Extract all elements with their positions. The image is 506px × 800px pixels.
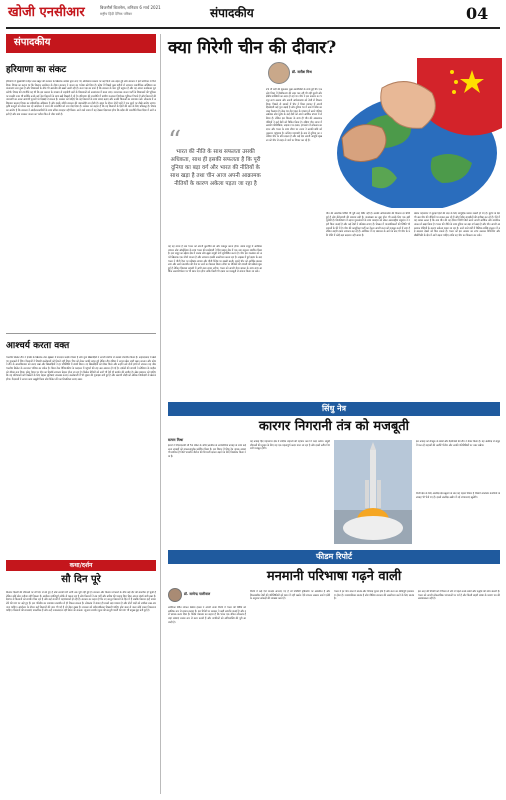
feed-column-2: रिपोर्ट में कई ऐसे मानदंड अपनाए गए हैं जो पश्चिमी दृष्टिकोण पर आधारित हैं और विकासशील देशों की परिस्थितियों को ध्यान में नहीं रखते। ऐसे संगठन अक्सर अपने एजेंडे के अनुसार आंकड़ों की व्याख्या करते हैं। <box>250 590 330 601</box>
sindhu-kicker: सिंधु नेत्र <box>321 404 347 413</box>
feature-illustration <box>322 58 502 208</box>
feed-column-4: इस तरह की रिपोर्टों को गंभीरता से लेने से पहले उनके स्रोतों और पद्धति की जांच जरूरी है। भारत को अपनी लोकतांत्रिक परंपराओं पर गर्व है और किसी बाहरी संस्था के प्रमाण पत्र की आवश्यकता नहीं है। <box>418 590 500 601</box>
masthead-date: बिजनौर्स बिजनेस, शनिवार 6 मार्च 2021 <box>100 5 161 10</box>
editorial-banner-label: संपादकीय <box>14 37 51 48</box>
sindhu-column-3: इस उपग्रह को बेंगलुरु के छात्रों और वैज्ञानिकों की टीम ने तैयार किया है। यह अंतरिक्ष से समुद्र में चल रहे जहाजों की तस्वीरें भेजेगा और उनकी गतिविधियों पर नजर रखेगा। <box>416 440 500 447</box>
feed-kicker-bar <box>168 550 500 564</box>
editorial-2-body: भारतीय क्रिकेट टीम ने इंग्लैंड के खिलाफ टेस्ट श्रृंखला में शानदार प्रदर्शन किया है और युवा खिलाड़ियों ने अपनी प्रतिभा से सबको प्रभावित किया है। अहमदाबाद में खेले गए मुकाबले में स्पिन गेंदबाजों ने विपक्षी बल्लेबाजों को टिकने नहीं दिया। पिच को लेकर काफी बहस हुई लेकिन टीम इंडिया ने अपना खेल जारी रखा। कप्तान और कोच ने टीम के आत्मविश्वास को बनाए रखा और खिलाड़ियों ने हर परिस्थिति में संघर्ष किया। नए खिलाड़ियों को मौका मिला और उन्होंने उसे दोनों हाथों से लपका। यह जीत भारतीय क्रिकेट के उज्ज्वल भविष्य का संकेत है। विश्व टेस्ट चैंपियनशिप के फाइनल में पहुंचने की राह अब आसान हो गई है। दर्शकों की वापसी ने स्टेडियम के माहौल को जीवंत बना दिया। घरेलू मैदान पर टीम का रिकॉर्ड लगातार बेहतर होता जा रहा है। क्रिकेट प्रेमियों को आगे भी ऐसे ही प्रदर्शन की उम्मीद है। खेल प्रशासन को चाहिए कि वह प्रतिभाओं को निखारने के लिए बेहतर सुविधाएं उपलब्ध कराए। बल्लेबाजी में भी सुधार की गुंजाइश बनी हुई है और सलामी जोड़ी को अधिक जिम्मेदारी से खेलना होगा। गेंदबाजों ने अपना काम बखूबी किया और विकेट लेने का सिलसिला बनाए रखा। <box>6 356 156 381</box>
masthead-rule <box>6 27 500 29</box>
feed-headline: मनमानी परिभाषा गढ़ने वाली <box>266 569 402 584</box>
feature-author-photo <box>268 62 290 84</box>
masthead-logo: खोजी एनसीआर <box>8 5 85 20</box>
feed-column-1: अमेरिका स्थित संगठन फ्रीडम हाउस ने अपनी ताजा रिपोर्ट में भारत की स्थिति को आंशिक रूप से स्वतंत्र बताया है। इस रिपोर्ट पर सरकार ने कड़ी आपत्ति जताई है और इसे भ्रामक करार दिया है। विदेश मंत्रालय का कहना है कि भारत एक जीवंत लोकतंत्र है जहां संस्थाएं स्वतंत्र रूप से काम करती हैं और नागरिकों को अभिव्यक्ति की पूरी आजादी है। <box>168 606 246 624</box>
feature-headline: क्या गिरेगी चीन की दीवार? <box>168 38 337 58</box>
rocket-launch-photo <box>334 440 412 544</box>
masthead <box>0 0 506 30</box>
feature-column-3: चीन की आंतरिक स्थिति भी पूरी तरह स्थिर नहीं है। उसकी अर्थव्यवस्था की विकास दर धीमी हुई है और बेरोजगारी की समस्या बढ़ी है। जनसंख्या का बूढ़ा होना भी उसके लिए एक बड़ी चुनौती है। शिनजियांग में उइगर मुसलमानों के साथ व्यवहार को लेकर अंतरराष्ट्रीय समुदाय ने गहरी चिंता जताई है और कई देशों ने प्रतिबंध लगाए हैं। तिब्बत में मानवाधिकारों की स्थिति भी सवालों के घेरे में है। चीन की कम्युनिस्ट पार्टी का नेतृत्व अपनी सत्ता को मजबूत करने में लगा है लेकिन बाहरी दबाव लगातार बढ़ रहे हैं। अमेरिका में नए प्रशासन के आने के बाद भी चीन के प्रति नीति में कोई बड़ा बदलाव नहीं आया है। <box>326 212 410 237</box>
editorial-3-kicker-label: कथा/दर्शन <box>69 562 93 569</box>
feature-author: डॉ. सतीश मिश्र <box>292 70 312 74</box>
feature-column-1: 21 वीं सदी की शुरुआत कुछ अंतर्विरोधों के साथ हुई थी। एक ओर विश्व में वैश्वीकरण की लहर चल रही थी वहीं दूसरी ओर क्षेत्रीय शक्तियों का उदय हो रहा था। चीन ने इस अवसर का भरपूर लाभ उठाया और अपनी अर्थव्यवस्था को तेजी से विस्तार दिया। पिछले दो दशकों में चीन ने विश्व व्यापार में अपनी हिस्सेदारी कई गुना बढ़ाई है और दुनिया भर में अपने निवेश का जाल फैलाया है। बेल्ट एंड रोड पहल के माध्यम से उसने एशिया अफ्रीका और यूरोप के कई देशों को अपने आर्थिक प्रभाव में ले लिया है। लेकिन इस विस्तार के साथ ही चीन की आक्रामक नीतियों ने कई देशों को चिंतित किया है। दक्षिण चीन सागर में उसकी गतिविधियां, ताइवान पर दबाव, हांगकांग में लोकतंत्र का दमन और भारत के साथ सीमा पर तनाव ने उसकी छवि को नुकसान पहुंचाया है। कोरोना महामारी के बाद से दुनिया का नजरिया चीन के प्रति बदला है और कई देश अपनी आपूर्ति श्रृंखला को चीन से बाहर ले जाने पर विचार कर रहे हैं। <box>266 88 322 142</box>
divider <box>6 333 156 334</box>
section-title: संपादकीय <box>210 6 254 20</box>
editorial-2-title: आश्चर्य करता वक्त <box>6 341 70 351</box>
sindhu-column-2: यह उपग्रह हिंद महासागर क्षेत्र में संदिग्ध जहाजों की पहचान करने में मदद करेगा। समुद्री सीमाओं की सुरक्षा के लिए यह एक महत्वपूर्ण कदम माना जा रहा है और इससे तटीय निगरानी मजबूत होगी। <box>250 440 330 451</box>
feed-column-3: भारत में हर पांच साल में स्वतंत्र और निष्पक्ष चुनाव होते हैं और सत्ता का शांतिपूर्ण हस्तांतरण होता है। न्यायपालिका स्वतंत्र है और मीडिया सरकार की आलोचना करने के लिए स्वतंत्र है। <box>334 590 414 601</box>
rocket-icon <box>334 440 412 544</box>
sindhu-author: सत्यम मिश्रा <box>168 438 184 442</box>
masthead-tagline: राष्ट्रीय हिंदी दैनिक पत्रिका <box>100 12 133 16</box>
feed-kicker: फीडम रिपोर्ट <box>315 552 353 561</box>
column-separator <box>160 34 161 794</box>
feature-pullquote: भारत की नीति के साथ सफलता उसकी अधिकता, साथ ही इसकी सफलता है कि पूरी दुनिया का बड़ा वर्ग और भारत की नीतियों के साथ खड़ा है तथा चीन आज अपनी आक्रामक नीतियों के कारण अकेला पड़ता जा रहा है <box>170 149 261 188</box>
sindhu-headline: कारगर निगरानी तंत्र को मजबूती <box>258 419 410 434</box>
page-number: 04 <box>466 4 489 23</box>
sindhu-column-4: निजी क्षेत्र के लिए अंतरिक्ष क्षेत्र खुलने के बाद यह पहला मिशन है जिसमें स्टार्टअप कंपनियों के उपग्रह भी भेजे गए हैं। इससे अंतरिक्ष उद्योग में नई संभावनाएं खुलेंगी। <box>416 492 500 499</box>
feature-column-4: प्रशांत महासागर में सुरक्षा हितों की रक्षा के लिए सामूहिक प्रयास जरूरी हो गए हैं। यूरोप के देश भी अब चीन की नीतियों पर सवाल उठा रहे हैं और निवेश समझौतों की समीक्षा कर रहे हैं। ऐसे में यह सवाल उठता है कि क्या चीन की वह दीवार गिरेगी जिसे उसने अपनी आर्थिक और सामरिक ताकत से खड़ा किया है। भारत की नीति के साथ दुनिया का बड़ा वर्ग खड़ा है और चीन अपनी आक्रामक नीतियों के कारण अकेला पड़ता जा रहा है। आने वाले वर्षों में वैश्विक शक्ति संतुलन में बड़े बदलाव देखने को मिल सकते हैं। भारत को इस अवसर का लाभ उठाकर विनिर्माण और प्रौद्योगिकी के क्षेत्र में आगे बढ़ना चाहिए ताकि वह चीन का विकल्प बन सके। <box>414 212 500 237</box>
editorial-banner <box>6 34 156 53</box>
editorial-3-headline: सौ दिन पूरे <box>61 574 101 585</box>
editorial-3-kicker <box>6 560 156 571</box>
sindhu-column-1: इसरो ने पीएसएलवी सी 51 रॉकेट के जरिए ब्राजील के अमेजोनिया उपग्रह के साथ कई अन्य उपग्रहों को सफलतापूर्वक प्रक्षेपित किया है। इस मिशन में सिंधु नेत्र नामक उपग्रह भी शामिल है जिसे भारतीय नौसेना की निगरानी क्षमता बढ़ाने के लिए विकसित किया गया है। <box>168 444 246 458</box>
editorial-1-title: हरियाणा का संकट <box>6 65 67 75</box>
sindhu-kicker-bar <box>168 402 500 416</box>
globe-flag-illustration <box>322 58 502 208</box>
editorial-3-body: किसान दिल्ली की सीमाओं पर सौ दिन से डटे हुए हैं और उनकी मांगें अभी तक पूरी नहीं हुई हैं। सरकार और किसान संगठनों के बीच कई दौर की बातचीत हो चुकी है लेकिन कोई ठोस नतीजा नहीं निकला है। आंदोलन शांतिपूर्ण तरीके से चलता रहा है और किसानों ने ठंड गर्मी और बारिश की परवाह किए बिना अपना संघर्ष जारी रखा है। देशभर से किसानों को समर्थन मिल रहा है और कई राज्यों में महापंचायतें हो रही हैं। सरकार का कहना है कि नए कानून किसानों के हित में हैं जबकि किसान इन्हें वापस लेने की मांग पर अड़े हुए हैं। इस गतिरोध का समाधान बातचीत से ही निकल सकता है। लोकतंत्र में संवाद ही सबसे बड़ा माध्यम है और दोनों पक्षों को लचीला रुख अपनाना चाहिए। आंदोलन के दौरान कई किसानों की जान भी गई है जो बेहद दुखद है। सरकार को संवेदनशीलता दिखानी चाहिए और जल्द से जल्द कोई रास्ता निकालना चाहिए। किसानों की समस्याएं वास्तविक हैं और उन्हें नजरअंदाज नहीं किया जा सकता। न्यूनतम समर्थन मूल्य की कानूनी गारंटी की मांग भी प्रमुख मुद्दा बनी हुई है। <box>6 591 156 613</box>
editorial-1-body: हरियाणा में मुख्यमंत्री मनोहर लाल खट्टर की सरकार के खिलाफ कांग्रेस द्वारा लाए गए अविश्वास प्रस्ताव पर कई दिनों तक बहस हुई और सरकार ने इसे ध्वनिमत से गिरा दिया। विपक्ष का कहना था कि किसान आंदोलन के दौरान सरकार ने जनता का भरोसा खो दिया है। प्रदेश में पिछले कुछ महीनों से लगातार राजनीतिक अस्थिरता का वातावरण बना हुआ है और विधायकों के बीच भी असंतोष की खबरें आती रही हैं। सत्ता पक्ष का दावा है कि सरकार के पास पूर्ण बहुमत है और वह अपना कार्यकाल पूरा करेगी। विपक्ष की रणनीति यह थी कि इस प्रस्ताव के माध्यम से सहयोगी दलों के विधायकों को असमंजस में डाला जाए। जननायक जनता पार्टी के विधायकों की भूमिका पर सबकी नजर थी क्योंकि उनके कई नेता किसानों के साथ खड़े दिखाई दे रहे थे। हरियाणा की राजनीति में ग्रामीण मतदाता निर्णायक भूमिका निभाते हैं और किसानों की नाराजगी का असर आगामी चुनावों पर दिखाई दे सकता है। सरकार को चाहिए कि वह किसानों के साथ संवाद बढ़ाए और उनकी चिंताओं का समाधान करे। लोकतंत्र में अविश्वास प्रस्ताव विपक्ष का संवैधानिक अधिकार है और इसके जरिये सरकार की जवाबदेही तय होती है। बहस के दौरान दोनों पक्षों ने एक दूसरे पर तीखे आरोप लगाए। कृषि कानूनों को लेकर चल रहे आंदोलन ने राज्य की राजनीति को नया मोड़ दिया है। सरकार का कहना है कि वह किसानों के हितों की रक्षा के लिए प्रतिबद्ध है। विपक्ष का आरोप है कि सरकार ने आंदोलनकारियों के साथ उचित व्यवहार नहीं किया। आने वाले समय में यह देखना दिलचस्प होगा कि प्रदेश की राजनीति किस दिशा में आगे बढ़ती है और क्या सरकार जनता का भरोसा फिर से जीत पाती है। <box>6 80 156 116</box>
feed-author: डॉ. सत्येन्द्र पालीवाल <box>184 592 211 596</box>
quote-icon: “ <box>168 126 182 156</box>
feed-author-photo <box>168 588 182 602</box>
feature-column-2: यह वह समय है जब भारत को अपनी कूटनीति को और मजबूत करना होगा। क्वाड समूह में अमेरिका जापान और ऑस्ट्रेलिया के साथ भारत की साझेदारी ने हिंद प्रशांत क्षेत्र में एक नया संतुलन स्थापित किया है। इस समूह का उद्देश्य क्षेत्र में स्वतंत्र और खुला समुद्री मार्ग सुनिश्चित करना है। चीन इस गठबंधन को अपने खिलाफ एक मोर्चा मानता है और लगातार इसकी आलोचना करता रहा है। लद्दाख में हुई झड़प के बाद भारत ने चीनी ऐप्स पर प्रतिबंध लगाया और चीनी निवेश पर सख्ती बरती। इससे चीन को आर्थिक झटका लगा और उसने बातचीत की मेज पर आने का फैसला किया। सीमा पर सैनिकों की वापसी की प्रक्रिया शुरू हुई है लेकिन विश्वास बहाली में अभी लंबा समय लगेगा। भारत को अपनी सैन्य क्षमता के साथ साथ आर्थिक आत्मनिर्भरता पर भी ध्यान देना होगा ताकि किसी भी दबाव का मजबूती से सामना किया जा सके। <box>168 245 262 274</box>
